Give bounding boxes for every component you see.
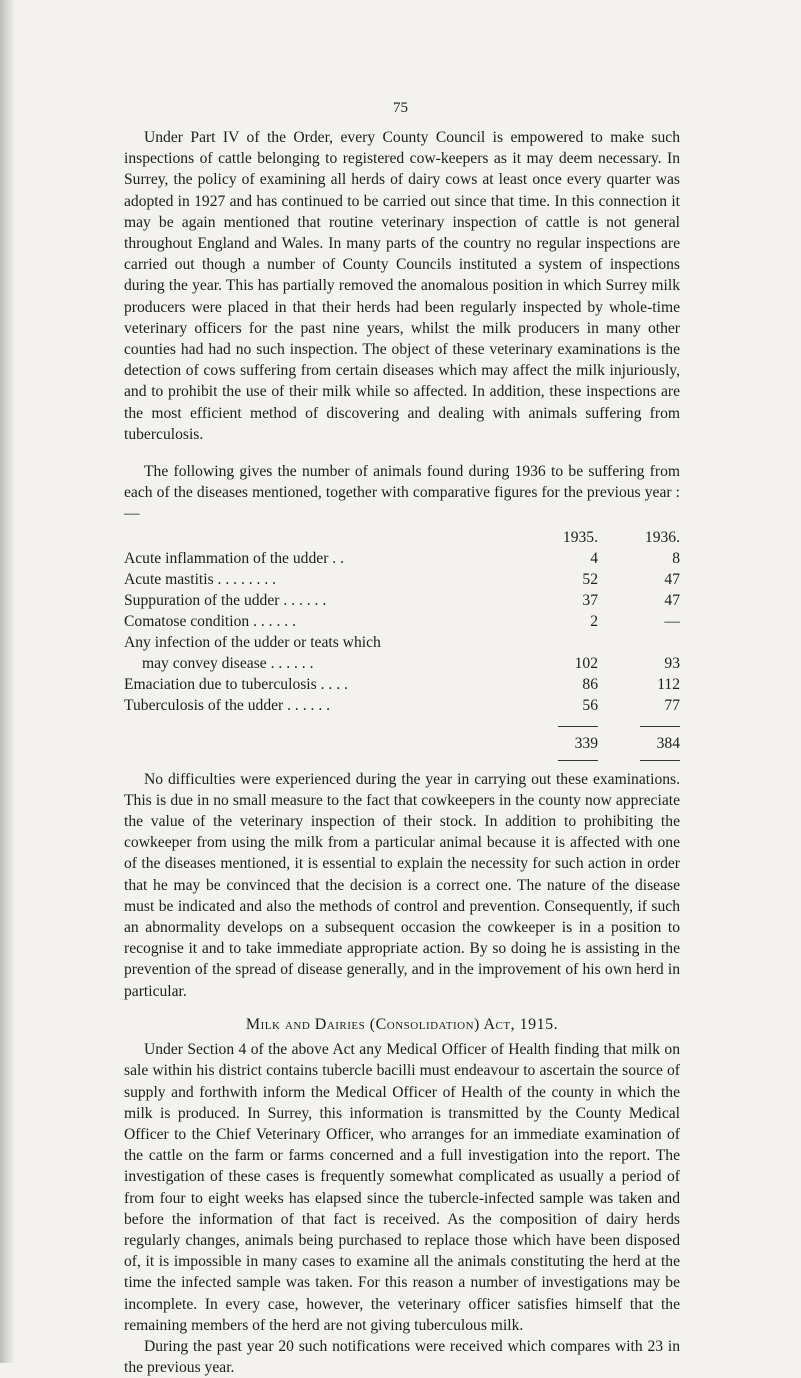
row-label: Comatose condition . . . . . . <box>124 612 296 630</box>
paragraph-no-difficulties: No difficulties were experienced during the year in carrying out these examinations. This is due in no small measure to the fact that cowkeepers in the county now appreciate the value of the veterinary inspection of their stock. In addition to prohibiting the cowkeeper from using the milk from a particular animal because it is affected with one of the diseases mentioned, it is essential to explain the necessity for such action in order that he may be convinced that the decision is a correct one. The nature of the disease must be indicated and also the methods of control and prevention. Consequently, if such an abnormality develops on a subsequent occasion the cowkeeper is in a position to recognise it and to take immediate appropriate action. By so doing he is assisting in the prevention of the spread of disease generally, and in the improvement of his own herd in particular. <box>124 770 680 1000</box>
value-1935: 52 <box>582 570 598 588</box>
table-row <box>124 653 680 674</box>
paragraph-veterinary-inspection: Under Part IV of the Order, every County Council is empowered to make such inspections of cattle belonging to registered cow-keepers as it may deem necessary. In Surrey, the policy of examining all herds of dairy cows at least once every quarter was adopted in 1927 and has continued to be carried out since that time. In this connection it may be again mentioned that routine veterinary inspection of cattle is not general throughout England and Wales. In many parts of the country no regular inspections are carried out though a number of County Councils instituted a system of inspections during the year. This has partially removed the anomalous position in which Surrey milk producers were placed in that their herds had been regularly inspected by whole-time veterinary officers for the past nine years, whilst the milk producers in many other counties had had no such inspection. The object of these veterinary examinations is the detection of cows suffering from certain diseases which may affect the milk injuriously, and to prohibit the use of their milk while so affected. In addition, these inspections are the most efficient method of discovering and dealing with animals suffering from tuberculosis. <box>124 129 680 443</box>
value-1936: 77 <box>664 696 680 714</box>
header-1936: 1936. <box>644 528 680 546</box>
table-row <box>124 548 680 569</box>
table-row <box>124 674 680 695</box>
value-1936: 47 <box>664 591 680 609</box>
row-label: Acute mastitis . . . . . . . . <box>124 570 277 588</box>
row-label: Suppuration of the udder . . . . . . <box>124 591 327 609</box>
row-label: Emaciation due to tuberculosis . . . . <box>124 675 348 693</box>
table-row <box>124 695 680 716</box>
paragraph-table-intro: The following gives the number of animals found during 1936 to be suffering from each of the diseases mentioned, together with comparative figures for the previous year :— <box>124 463 680 523</box>
book-spine-shadow <box>0 0 14 1363</box>
table-row <box>124 569 680 590</box>
row-label: Acute inflammation of the udder . . <box>124 549 344 567</box>
table-header-row <box>124 527 680 548</box>
value-1936: 112 <box>657 675 680 693</box>
table-row <box>124 611 680 632</box>
value-1935: 56 <box>582 696 598 714</box>
value-1935 <box>542 632 602 653</box>
total-1935: 339 <box>558 726 598 761</box>
value-1936: 8 <box>672 549 680 567</box>
disease-comparison-table <box>124 527 680 769</box>
header-1935: 1935. <box>562 528 598 546</box>
paragraph-notifications: During the past year 20 such notifications were received which compares with 23 in the previous year. <box>124 1337 680 1377</box>
value-1935: 2 <box>590 612 598 630</box>
row-label: may convey disease . . . . . . <box>142 654 314 672</box>
value-1935: 4 <box>590 549 598 567</box>
value-1935: 37 <box>582 591 598 609</box>
row-label: Tuberculosis of the udder . . . . . . <box>124 696 331 714</box>
table-row <box>124 590 680 611</box>
value-1935: 102 <box>574 654 598 672</box>
value-1935: 86 <box>582 675 598 693</box>
section-heading: Milk and Dairies (Consolidation) Act, 1915. <box>245 1015 559 1033</box>
value-1936: 93 <box>664 654 680 672</box>
document-page <box>124 127 680 1378</box>
value-1936: 47 <box>664 570 680 588</box>
paragraph-section-4: Under Section 4 of the above Act any Medical Officer of Health finding that milk on sale within his district contains tubercle bacilli must endeavour to ascertain the source of supply and forthwith inform the Medical Officer of Health of the county in which the milk is produced. In Surrey, this information is transmitted by the County Medical Officer to the Chief Veterinary Officer, who arranges for an immediate examination of the cattle on the farm or farms concerned and a full investigation into the report. The investigation of these cases is frequently somewhat complicated as usually a period of from four to eight weeks has elapsed since the tubercle-infected sample was taken and before the information of that fact is received. As the composition of dairy herds regularly changes, animals being purchased to replace those which have been disposed of, it is impossible in many cases to examine all the animals constituting the herd at the time the infected sample was taken. For this reason a number of investigations may be incomplete. In every case, however, the veterinary officer satisfies himself that the remaining members of the herd are not giving tuberculous milk. <box>124 1041 680 1334</box>
value-1936 <box>602 632 680 653</box>
page-number: 75 <box>393 100 408 116</box>
row-label: Any infection of the udder or teats which <box>124 633 381 651</box>
spacer <box>124 445 680 461</box>
table-row <box>124 632 680 653</box>
value-1936: — <box>664 612 680 630</box>
table-total-row <box>124 716 680 769</box>
total-1936: 384 <box>640 726 680 761</box>
